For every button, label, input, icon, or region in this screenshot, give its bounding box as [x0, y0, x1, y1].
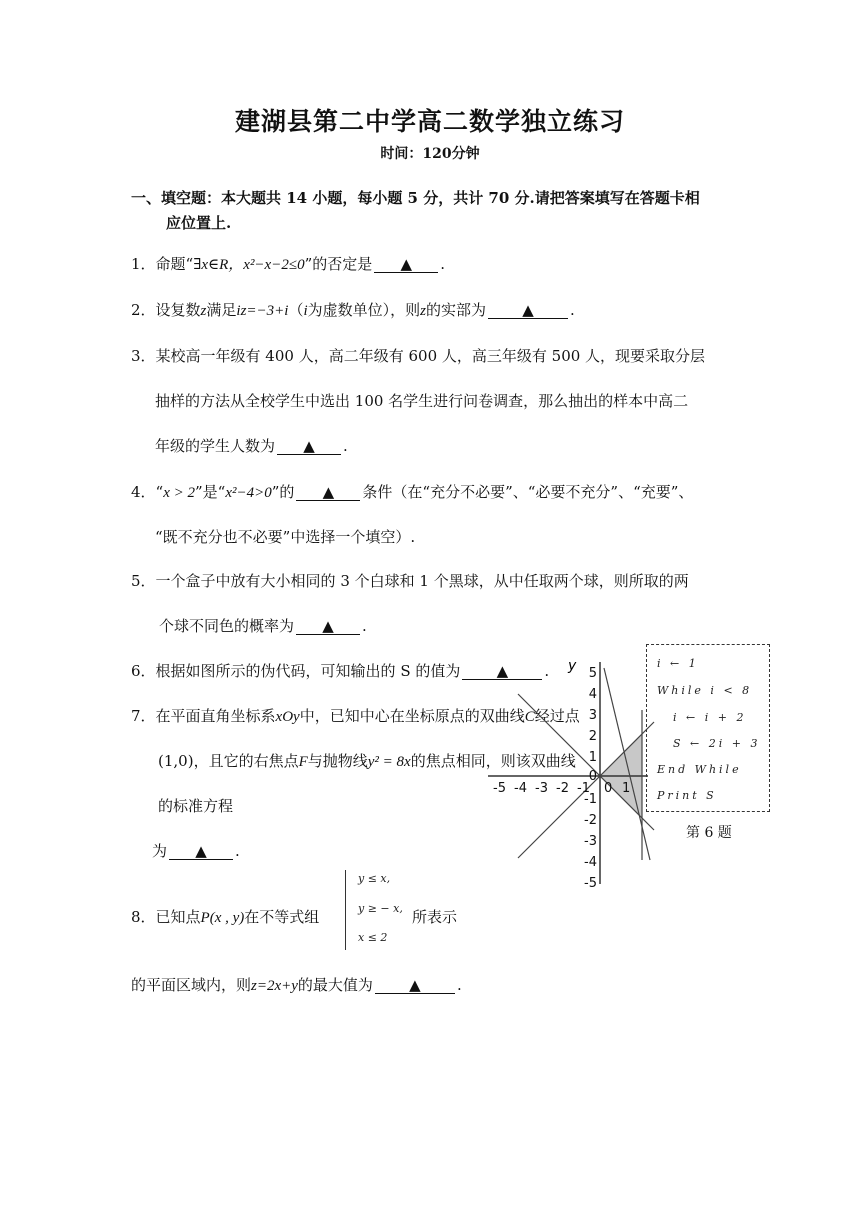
- q2-text-mid4: 的实部为: [426, 301, 487, 319]
- q4-text-post: 条件（在“充分不必要”、“必要不充分”、“充要”、: [362, 483, 694, 501]
- inequality-1: y ≤ x,: [358, 872, 391, 885]
- q8-text-mid2: 的最大值为: [297, 976, 373, 994]
- q3-text: 年级的学生人数为: [155, 437, 276, 455]
- q7-text-mid1: ，且它的右焦点: [193, 752, 299, 770]
- q4-text: 4．“: [131, 483, 164, 501]
- y-tick: 1: [588, 750, 597, 765]
- answer-blank-7: ▲: [169, 843, 233, 860]
- page-title: 建湖县第二中学高二数学独立练习: [234, 107, 625, 136]
- y-tick: 4: [588, 687, 597, 702]
- q1-text: 1．命题“: [131, 255, 194, 273]
- x-tick: 0: [604, 781, 613, 796]
- q7-text-line4: 为: [152, 842, 168, 860]
- q2-var-z2: z: [420, 303, 426, 319]
- q8-math-z: z=2x+y: [251, 978, 298, 994]
- pseudocode-line-1: i ← 1: [657, 657, 699, 670]
- q5-end: .: [362, 617, 367, 635]
- q4-text-mid2: ”的: [271, 483, 295, 501]
- q8-text-post: 所表示: [412, 908, 458, 926]
- q8-text: 8．已知点: [131, 908, 201, 926]
- q2-text: 2．设复数: [131, 301, 201, 319]
- q2-math: iz=−3+i: [236, 303, 289, 319]
- y-axis-label: y: [568, 658, 577, 674]
- y-tick: -1: [584, 792, 597, 807]
- question-3-line3: [155, 435, 348, 456]
- question-3-line2: 抽样的方法从全校学生中选出 100 名学生进行问卷调查，那么抽出的样本中高二: [155, 392, 689, 410]
- q2-end: .: [570, 301, 575, 319]
- question-7-line3: 的标准方程: [158, 797, 234, 815]
- q2-text-mid2: （: [288, 301, 304, 319]
- pseudocode-line-5: End While: [657, 763, 742, 776]
- inequality-brace: [345, 870, 354, 950]
- y-tick: -2: [584, 813, 597, 828]
- question-4-line1: [131, 481, 693, 502]
- pseudocode-line-6: Print S: [657, 789, 717, 802]
- q5-text: 个球不同色的概率为: [159, 617, 295, 635]
- q6-text: 6．根据如图所示的伪代码，可知输出的 S 的值为: [131, 662, 461, 680]
- x-tick: -1: [577, 781, 590, 796]
- q8-text-mid: 在不等式组: [244, 908, 320, 926]
- exam-time: 时间：120分钟: [380, 146, 480, 162]
- question-1: [131, 253, 445, 274]
- answer-blank-6: ▲: [462, 663, 542, 680]
- question-5-line2: [159, 615, 367, 636]
- answer-blank-8: ▲: [375, 977, 455, 994]
- q7-text-post2: 的焦点相同，则该双曲线: [410, 752, 576, 770]
- q4-text-mid1: ”是“: [195, 483, 226, 501]
- y-tick: 3: [588, 708, 597, 723]
- q2-text-mid3: 为虚数单位），则: [307, 301, 421, 319]
- q1-text-post: ”的否定是: [304, 255, 373, 273]
- q7-end: .: [235, 842, 240, 860]
- x-tick: -3: [535, 781, 548, 796]
- inequality-2: y ≥ − x,: [358, 902, 403, 915]
- question-8-line2: [131, 974, 462, 995]
- question-7-line4: [152, 840, 240, 861]
- y-tick: -3: [584, 834, 597, 849]
- y-tick: 2: [588, 729, 597, 744]
- pseudocode-box: [646, 644, 770, 812]
- q2-var-z: z: [200, 303, 207, 319]
- question-8-line1: [131, 906, 319, 927]
- inequality-3: x ≤ 2: [358, 931, 388, 944]
- y-tick: -5: [584, 876, 597, 891]
- q2-var-i: i: [303, 303, 308, 319]
- q7-text-post: 经过点: [534, 707, 580, 725]
- answer-blank-4: ▲: [296, 484, 360, 501]
- x-tick-labels: [493, 781, 630, 796]
- q7-text: 7．在平面直角坐标系: [131, 707, 276, 725]
- question-2: [131, 299, 575, 320]
- q7-math-point: (1,0): [158, 752, 194, 770]
- question-4-line2: “既不充分也不必要”中选择一个填空）.: [155, 528, 416, 546]
- question-6: [131, 660, 549, 681]
- y-tick: -4: [584, 855, 597, 870]
- section-heading-line1: 一、填空题：本大题共 14 小题，每小题 5 分，共计 70 分.请把答案填写在答题卡相: [131, 189, 700, 207]
- q4-math1: x > 2: [163, 485, 195, 501]
- pseudocode-line-4: S ← 2i + 3: [673, 737, 761, 750]
- y-tick-labels: [584, 666, 597, 891]
- x-tick: -2: [556, 781, 569, 796]
- question-3-line1: 3．某校高一年级有 400 人，高二年级有 600 人，高三年级有 500 人，现要采取分层: [131, 347, 706, 365]
- question-5-line1: 5．一个盒子中放有大小相同的 3 个白球和 1 个黑球，从中任取两个球，则所取的两: [131, 572, 689, 590]
- q7-math-xoy: xOy: [275, 709, 300, 725]
- q7-var-c: C: [524, 709, 535, 725]
- q2-text-mid1: 满足: [206, 301, 237, 319]
- x-tick: 1: [622, 781, 631, 796]
- q4-math2: x²−4>0: [225, 485, 272, 501]
- pseudocode-line-2: While i < 8: [657, 684, 753, 697]
- q8-end: .: [456, 976, 462, 994]
- y-tick: 5: [588, 666, 597, 681]
- q8-text-line2: 的平面区域内，则: [131, 976, 252, 994]
- answer-blank-3: ▲: [277, 438, 341, 455]
- q3-end: .: [343, 437, 348, 455]
- q7-text-mid2: 与抛物线: [307, 752, 368, 770]
- inequality-graph: [488, 650, 658, 895]
- q7-var-f: F: [298, 754, 308, 770]
- y-tick: 0: [588, 769, 597, 784]
- x-tick: -5: [493, 781, 506, 796]
- q8-math-point: P(x , y): [200, 910, 245, 926]
- q1-end: .: [440, 255, 446, 273]
- extra-line: [604, 668, 650, 860]
- q7-math-parabola: y² = 8x: [367, 754, 411, 770]
- section-heading-line2: 应位置上.: [166, 214, 232, 232]
- answer-blank-1: ▲: [374, 256, 438, 273]
- figure-caption-q6: 第 6 题: [686, 825, 732, 841]
- x-tick: -4: [514, 781, 527, 796]
- q7-text-mid: 中，已知中心在坐标原点的双曲线: [299, 707, 525, 725]
- answer-blank-2: ▲: [488, 302, 568, 319]
- q6-end: .: [544, 662, 550, 680]
- q1-math: ∃x∈R，x²−x−2≤0: [193, 257, 305, 273]
- pseudocode-line-3: i ← i + 2: [673, 711, 747, 724]
- answer-blank-5: ▲: [296, 618, 360, 635]
